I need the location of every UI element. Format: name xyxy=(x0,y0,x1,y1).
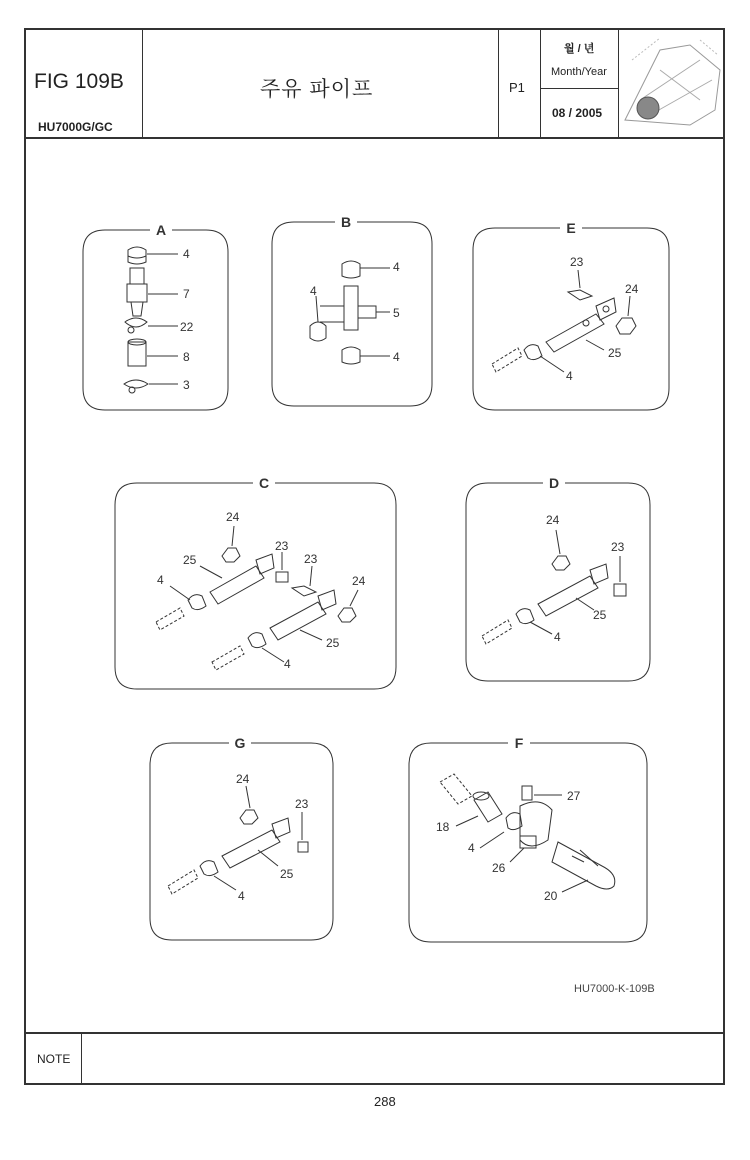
callout-c-7: 25 xyxy=(326,636,340,650)
section-b-parts xyxy=(310,261,390,364)
revision-date: 08 / 2005 xyxy=(552,106,603,120)
callout-g-1: 24 xyxy=(236,772,250,786)
callout-b-4: 4 xyxy=(393,350,400,364)
callout-f-1: 27 xyxy=(567,789,581,803)
callout-g-2: 23 xyxy=(295,797,309,811)
section-label-b: B xyxy=(340,214,352,230)
section-f-parts xyxy=(440,774,615,892)
callout-f-5: 20 xyxy=(544,889,558,903)
callout-c-4: 25 xyxy=(183,553,197,567)
callout-b-2: 4 xyxy=(310,284,317,298)
page-code: P1 xyxy=(509,80,525,95)
callout-e-1: 23 xyxy=(570,255,584,269)
callout-c-5: 24 xyxy=(352,574,366,588)
callout-f-3: 4 xyxy=(468,841,475,855)
callout-c-8: 4 xyxy=(284,657,291,671)
callout-a-2: 7 xyxy=(183,287,190,301)
callout-d-3: 25 xyxy=(593,608,607,622)
callout-a-5: 3 xyxy=(183,378,190,392)
section-a-parts xyxy=(124,247,178,393)
month-year-korean: 월 / 년 xyxy=(564,43,595,55)
section-label-g: G xyxy=(234,735,246,751)
callout-g-4: 4 xyxy=(238,889,245,903)
callout-e-4: 4 xyxy=(566,369,573,383)
callout-f-4: 26 xyxy=(492,861,506,875)
page-number: 288 xyxy=(374,1094,396,1109)
callout-e-3: 25 xyxy=(608,346,622,360)
drawing-code: HU7000-K-109B xyxy=(574,983,655,995)
callout-a-3: 22 xyxy=(180,320,194,334)
callout-b-1: 4 xyxy=(393,260,400,274)
callout-d-2: 23 xyxy=(611,540,625,554)
month-year-label: Month/Year xyxy=(551,66,607,78)
machine-thumbnail-image xyxy=(625,38,720,125)
note-label: NOTE xyxy=(37,1052,71,1066)
callout-g-3: 25 xyxy=(280,867,294,881)
callout-c-2: 23 xyxy=(275,539,289,553)
section-a-frame xyxy=(83,230,228,410)
section-b-frame xyxy=(272,222,432,406)
callout-b-3: 5 xyxy=(393,306,400,320)
callout-f-2: 18 xyxy=(436,820,450,834)
model-code: HU7000G/GC xyxy=(38,120,113,134)
callout-c-6: 4 xyxy=(157,573,164,587)
callout-d-1: 24 xyxy=(546,513,560,527)
page-title: 주유 파이프 xyxy=(260,78,374,101)
callout-e-2: 24 xyxy=(625,282,639,296)
section-label-e: E xyxy=(566,220,576,236)
callout-a-1: 4 xyxy=(183,247,190,261)
section-label-a: A xyxy=(155,222,167,238)
fig-number: FIG 109B xyxy=(34,70,124,93)
section-label-f: F xyxy=(514,735,524,751)
section-d-parts xyxy=(482,530,626,644)
section-label-c: C xyxy=(258,475,270,491)
section-f-frame xyxy=(409,743,647,942)
callout-c-1: 24 xyxy=(226,510,240,524)
callout-d-4: 4 xyxy=(554,630,561,644)
section-label-d: D xyxy=(548,475,560,491)
callout-a-4: 8 xyxy=(183,350,190,364)
callout-c-3: 23 xyxy=(304,552,318,566)
